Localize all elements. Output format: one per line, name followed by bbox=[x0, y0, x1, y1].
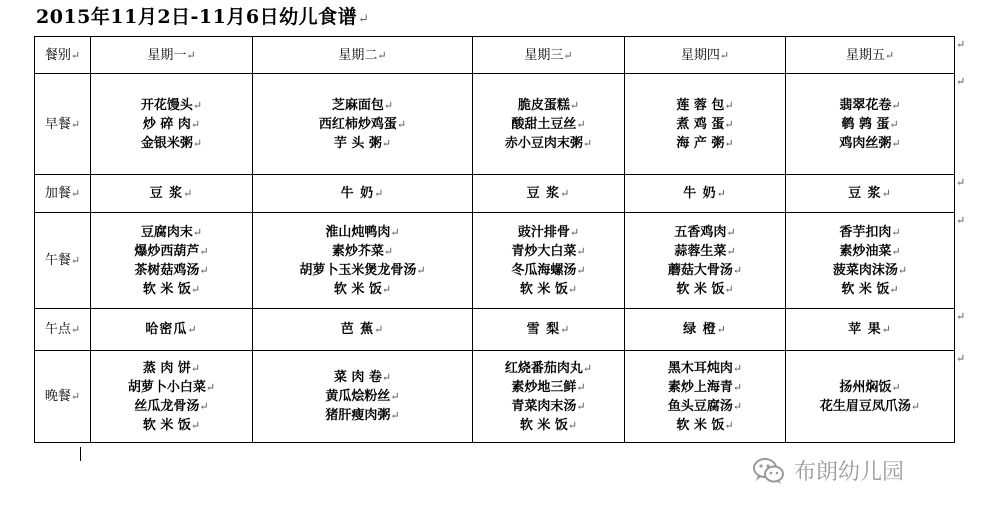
dish-line bbox=[253, 134, 472, 153]
wechat-icon bbox=[752, 456, 786, 486]
dish-name: 开花馒头 bbox=[140, 97, 193, 113]
day-label: 星期一 bbox=[147, 47, 187, 63]
paragraph-mark: ↵ bbox=[560, 187, 571, 200]
paragraph-mark: ↵ bbox=[383, 98, 394, 112]
paragraph-mark: ↵ bbox=[716, 323, 727, 336]
dish-name: 豆 浆 bbox=[149, 186, 184, 201]
dish-name: 扬州焖饭 bbox=[839, 379, 892, 395]
row-end-mark: ↵ bbox=[956, 38, 966, 51]
dish-line bbox=[625, 378, 785, 397]
menu-cell bbox=[473, 175, 625, 213]
menu-cell bbox=[91, 309, 253, 351]
menu-cell bbox=[625, 309, 786, 351]
menu-cell bbox=[253, 213, 473, 309]
paragraph-mark: ↵ bbox=[724, 98, 734, 112]
dish-name: 炒 碎 肉 bbox=[142, 116, 191, 132]
paragraph-mark: ↵ bbox=[192, 225, 203, 239]
dish-name: 丝瓜龙骨汤 bbox=[134, 398, 200, 414]
text-cursor bbox=[80, 447, 81, 461]
paragraph-mark: ↵ bbox=[569, 98, 580, 112]
day-label: 星期三 bbox=[524, 47, 564, 63]
dish-name: 茶树菇鸡汤 bbox=[134, 262, 200, 278]
dish-name: 花生眉豆凤爪汤 bbox=[819, 398, 911, 414]
paragraph-mark: ↵ bbox=[719, 48, 730, 62]
dish-line bbox=[625, 242, 785, 261]
dish-line bbox=[473, 359, 624, 378]
dish-line bbox=[253, 115, 472, 134]
meal-row bbox=[35, 351, 955, 443]
paragraph-mark: ↵ bbox=[891, 380, 901, 394]
dish-name: 鱼头豆腐汤 bbox=[667, 398, 733, 414]
dish-name: 软 米 饭 bbox=[676, 281, 725, 297]
watermark-text: 布朗幼儿园 bbox=[794, 460, 905, 485]
dish-line bbox=[253, 261, 472, 280]
paragraph-mark: ↵ bbox=[576, 380, 586, 394]
paragraph-mark: ↵ bbox=[192, 98, 203, 112]
row-end-mark: ↵ bbox=[956, 176, 966, 189]
dish-name: 豆腐肉末 bbox=[140, 224, 193, 240]
menu-cell bbox=[91, 351, 253, 443]
dish-line bbox=[786, 320, 954, 339]
menu-cell bbox=[625, 213, 786, 309]
dish-name: 翡翠花卷 bbox=[839, 97, 892, 113]
dish-line bbox=[91, 416, 252, 435]
paragraph-mark: ↵ bbox=[199, 399, 209, 413]
meal-row bbox=[35, 213, 955, 309]
day-header-cell bbox=[786, 37, 955, 74]
dish-line bbox=[786, 184, 954, 203]
paragraph-mark: ↵ bbox=[358, 12, 370, 27]
menu-cell bbox=[91, 175, 253, 213]
paragraph-mark: ↵ bbox=[199, 244, 209, 258]
paragraph-mark: ↵ bbox=[190, 282, 201, 296]
menu-cell bbox=[625, 74, 786, 175]
dish-name: 软 米 饭 bbox=[142, 281, 191, 297]
dish-line bbox=[473, 280, 624, 299]
meal-name-cell bbox=[35, 213, 91, 309]
paragraph-mark: ↵ bbox=[381, 371, 392, 384]
dish-line bbox=[786, 378, 954, 397]
dish-name: 脆皮蛋糕 bbox=[517, 97, 570, 113]
meal-name-cell bbox=[35, 309, 91, 351]
corner-header-label: 餐别 bbox=[44, 47, 71, 63]
dish-name: 芭 蕉 bbox=[340, 322, 375, 337]
menu-cell bbox=[253, 74, 473, 175]
dish-line bbox=[473, 184, 624, 203]
dish-name: 蒸 肉 饼 bbox=[142, 360, 191, 376]
paragraph-mark: ↵ bbox=[187, 323, 198, 336]
dish-line bbox=[91, 397, 252, 416]
paragraph-mark: ↵ bbox=[889, 282, 899, 296]
dish-line bbox=[473, 261, 624, 280]
dish-line bbox=[625, 261, 785, 280]
paragraph-mark: ↵ bbox=[716, 187, 727, 200]
meal-name-cell bbox=[35, 74, 91, 175]
dish-name: 软 米 饭 bbox=[519, 281, 568, 297]
dish-name: 蘑菇大骨汤 bbox=[667, 262, 733, 278]
menu-cell bbox=[91, 213, 253, 309]
dish-line bbox=[786, 115, 954, 134]
dish-name: 西红柿炒鸡蛋 bbox=[318, 116, 397, 132]
paragraph-mark: ↵ bbox=[70, 117, 81, 131]
dish-line bbox=[625, 223, 785, 242]
paragraph-mark: ↵ bbox=[891, 136, 901, 150]
row-end-mark: ↵ bbox=[956, 352, 966, 365]
dish-name: 软 米 饭 bbox=[676, 417, 725, 433]
row-end-mark: ↵ bbox=[956, 310, 966, 323]
paragraph-mark: ↵ bbox=[390, 409, 400, 422]
dish-name: 鸡肉丝粥 bbox=[839, 135, 892, 151]
meal-row bbox=[35, 175, 955, 213]
paragraph-mark: ↵ bbox=[199, 263, 209, 277]
paragraph-mark: ↵ bbox=[576, 117, 586, 131]
paragraph-mark: ↵ bbox=[724, 117, 734, 131]
watermark bbox=[752, 455, 904, 486]
meal-name: 早餐 bbox=[44, 116, 71, 132]
dish-line bbox=[91, 359, 252, 378]
day-header-cell bbox=[253, 37, 473, 74]
dish-name: 素炒地三鲜 bbox=[511, 379, 577, 395]
dish-line bbox=[91, 280, 252, 299]
menu-cell bbox=[786, 175, 955, 213]
menu-table bbox=[34, 36, 955, 443]
paragraph-mark: ↵ bbox=[186, 48, 196, 62]
dish-name: 猪肝瘦肉粥 bbox=[325, 408, 391, 423]
dish-line bbox=[625, 96, 785, 115]
dish-line bbox=[253, 184, 472, 203]
dish-line bbox=[786, 280, 954, 299]
menu-cell bbox=[786, 74, 955, 175]
dish-line bbox=[473, 134, 624, 153]
dish-line bbox=[253, 280, 472, 299]
dish-line bbox=[473, 96, 624, 115]
paragraph-mark: ↵ bbox=[891, 98, 901, 112]
paragraph-mark: ↵ bbox=[192, 136, 203, 150]
dish-line bbox=[91, 96, 252, 115]
paragraph-mark: ↵ bbox=[396, 117, 407, 131]
dish-name: 软 米 饭 bbox=[333, 281, 382, 297]
day-header-cell bbox=[625, 37, 786, 74]
dish-name: 素炒芥菜 bbox=[331, 243, 384, 259]
dish-line bbox=[91, 115, 252, 134]
paragraph-mark: ↵ bbox=[576, 263, 586, 277]
dish-line bbox=[253, 406, 472, 425]
paragraph-mark: ↵ bbox=[390, 390, 400, 403]
dish-line bbox=[473, 378, 624, 397]
dish-line bbox=[253, 387, 472, 406]
paragraph-mark: ↵ bbox=[567, 282, 578, 296]
menu-cell bbox=[91, 74, 253, 175]
paragraph-mark: ↵ bbox=[374, 323, 385, 336]
dish-name: 赤小豆肉末粥 bbox=[504, 135, 583, 151]
menu-cell bbox=[625, 175, 786, 213]
paragraph-mark: ↵ bbox=[724, 418, 734, 432]
paragraph-mark: ↵ bbox=[416, 263, 426, 277]
paragraph-mark: ↵ bbox=[183, 187, 194, 200]
meal-name: 午点 bbox=[44, 322, 71, 337]
dish-name: 爆炒西葫芦 bbox=[134, 243, 200, 259]
dish-line bbox=[253, 96, 472, 115]
dish-name: 菠菜肉沫汤 bbox=[832, 262, 898, 278]
dish-name: 素炒油菜 bbox=[839, 243, 892, 259]
paragraph-mark: ↵ bbox=[567, 418, 578, 432]
menu-cell bbox=[625, 351, 786, 443]
dish-line bbox=[786, 134, 954, 153]
day-label: 星期五 bbox=[845, 47, 885, 63]
dish-name: 煮 鸡 蛋 bbox=[676, 116, 725, 132]
dish-name: 青炒大白菜 bbox=[511, 243, 577, 259]
paragraph-mark: ↵ bbox=[582, 361, 593, 375]
dish-name: 蒜蓉生菜 bbox=[674, 243, 727, 259]
dish-name: 芝麻面包 bbox=[331, 97, 384, 113]
day-header-cell bbox=[473, 37, 625, 74]
dish-line bbox=[625, 397, 785, 416]
paragraph-mark: ↵ bbox=[897, 263, 908, 277]
dish-line bbox=[253, 368, 472, 387]
dish-name: 冬瓜海螺汤 bbox=[511, 262, 577, 278]
paragraph-mark: ↵ bbox=[70, 323, 81, 336]
paragraph-mark: ↵ bbox=[732, 399, 743, 413]
paragraph-mark: ↵ bbox=[881, 323, 892, 336]
dish-name: 软 米 饭 bbox=[519, 417, 568, 433]
dish-line bbox=[473, 397, 624, 416]
dish-name: 豆 浆 bbox=[526, 186, 561, 201]
dish-line bbox=[91, 378, 252, 397]
dish-name: 金银米粥 bbox=[140, 135, 193, 151]
dish-line bbox=[473, 416, 624, 435]
menu-cell bbox=[786, 351, 955, 443]
dish-line bbox=[253, 320, 472, 339]
paragraph-mark: ↵ bbox=[582, 136, 593, 150]
dish-name: 海 产 粥 bbox=[676, 135, 725, 151]
meal-name-cell bbox=[35, 351, 91, 443]
header-row bbox=[35, 37, 955, 74]
dish-name: 芋 头 粥 bbox=[333, 135, 382, 151]
dish-name: 酸甜土豆丝 bbox=[511, 116, 577, 132]
dish-line bbox=[473, 320, 624, 339]
menu-cell bbox=[473, 351, 625, 443]
paragraph-mark: ↵ bbox=[390, 225, 400, 239]
paragraph-mark: ↵ bbox=[569, 225, 580, 239]
corner-header-cell bbox=[35, 37, 91, 74]
dish-name: 莲 蓉 包 bbox=[676, 97, 725, 113]
dish-name: 胡萝卜小白菜 bbox=[127, 379, 206, 395]
row-end-mark: ↵ bbox=[956, 75, 966, 88]
day-label: 星期四 bbox=[680, 47, 720, 63]
menu-cell bbox=[786, 213, 955, 309]
paragraph-mark: ↵ bbox=[381, 136, 392, 150]
dish-name: 黑木耳炖肉 bbox=[667, 360, 733, 376]
paragraph-mark: ↵ bbox=[377, 48, 387, 62]
meal-name: 晚餐 bbox=[44, 389, 71, 404]
dish-line bbox=[786, 96, 954, 115]
dish-line bbox=[253, 242, 472, 261]
menu-cell bbox=[473, 213, 625, 309]
paragraph-mark: ↵ bbox=[205, 380, 216, 394]
dish-line bbox=[91, 223, 252, 242]
dish-name: 黄瓜烩粉丝 bbox=[325, 389, 391, 404]
dish-name: 淮山炖鸭肉 bbox=[325, 224, 391, 240]
dish-name: 牛 奶 bbox=[340, 186, 375, 201]
dish-line bbox=[786, 261, 954, 280]
paragraph-mark: ↵ bbox=[190, 361, 201, 375]
dish-line bbox=[625, 280, 785, 299]
paragraph-mark: ↵ bbox=[190, 418, 201, 432]
paragraph-mark: ↵ bbox=[732, 361, 743, 375]
dish-line bbox=[625, 184, 785, 203]
paragraph-mark: ↵ bbox=[891, 244, 901, 258]
paragraph-mark: ↵ bbox=[383, 244, 394, 258]
dish-name: 豉汁排骨 bbox=[517, 224, 570, 240]
dish-name: 香芋扣肉 bbox=[839, 224, 892, 240]
dish-name: 素炒上海青 bbox=[667, 379, 733, 395]
paragraph-mark: ↵ bbox=[881, 187, 892, 200]
dish-name: 牛 奶 bbox=[683, 186, 717, 201]
dish-line bbox=[91, 242, 252, 261]
paragraph-mark: ↵ bbox=[724, 282, 734, 296]
dish-line bbox=[786, 397, 954, 416]
paragraph-mark: ↵ bbox=[374, 187, 385, 200]
dish-line bbox=[473, 242, 624, 261]
meal-row bbox=[35, 74, 955, 175]
menu-cell bbox=[253, 309, 473, 351]
dish-name: 软 米 饭 bbox=[142, 417, 191, 433]
dish-name: 红烧番茄肉丸 bbox=[504, 360, 583, 376]
paragraph-mark: ↵ bbox=[381, 282, 392, 296]
menu-cell bbox=[253, 351, 473, 443]
paragraph-mark: ↵ bbox=[70, 390, 81, 403]
paragraph-mark: ↵ bbox=[726, 244, 736, 258]
menu-cell bbox=[473, 74, 625, 175]
paragraph-mark: ↵ bbox=[190, 117, 201, 131]
dish-line bbox=[625, 134, 785, 153]
dish-name: 胡萝卜玉米煲龙骨汤 bbox=[299, 262, 417, 278]
dish-line bbox=[625, 320, 785, 339]
day-label: 星期二 bbox=[338, 47, 378, 63]
dish-name: 青菜肉末汤 bbox=[511, 398, 577, 414]
dish-line bbox=[91, 320, 252, 339]
row-end-mark: ↵ bbox=[956, 214, 966, 227]
paragraph-mark: ↵ bbox=[70, 254, 81, 267]
dish-line bbox=[625, 416, 785, 435]
paragraph-mark: ↵ bbox=[70, 48, 81, 62]
dish-name: 哈密瓜 bbox=[145, 322, 188, 337]
paragraph-mark: ↵ bbox=[560, 323, 571, 336]
dish-line bbox=[625, 359, 785, 378]
menu-cell bbox=[253, 175, 473, 213]
paragraph-mark: ↵ bbox=[910, 399, 921, 413]
dish-line bbox=[473, 223, 624, 242]
menu-cell bbox=[786, 309, 955, 351]
dish-name: 鹌 鹑 蛋 bbox=[841, 116, 890, 132]
paragraph-mark: ↵ bbox=[889, 117, 899, 131]
dish-line bbox=[253, 223, 472, 242]
dish-name: 豆 浆 bbox=[848, 186, 882, 201]
page-title bbox=[36, 2, 370, 29]
dish-line bbox=[91, 184, 252, 203]
dish-name: 软 米 饭 bbox=[841, 281, 890, 297]
paragraph-mark: ↵ bbox=[576, 399, 586, 413]
paragraph-mark: ↵ bbox=[70, 187, 81, 200]
dish-line bbox=[91, 261, 252, 280]
dish-name: 苹 果 bbox=[848, 322, 882, 337]
paragraph-mark: ↵ bbox=[891, 225, 901, 239]
dish-line bbox=[786, 242, 954, 261]
dish-line bbox=[786, 223, 954, 242]
dish-line bbox=[91, 134, 252, 153]
paragraph-mark: ↵ bbox=[726, 225, 736, 239]
dish-name: 雪 梨 bbox=[526, 322, 561, 337]
paragraph-mark: ↵ bbox=[576, 244, 586, 258]
dish-line bbox=[625, 115, 785, 134]
meal-name: 加餐 bbox=[44, 186, 71, 201]
dish-name: 菜 肉 卷 bbox=[333, 370, 382, 385]
day-header-cell bbox=[91, 37, 253, 74]
dish-name: 绿 橙 bbox=[683, 322, 717, 337]
paragraph-mark: ↵ bbox=[563, 48, 573, 62]
meal-row bbox=[35, 309, 955, 351]
meal-name-cell bbox=[35, 175, 91, 213]
paragraph-mark: ↵ bbox=[724, 136, 734, 150]
paragraph-mark: ↵ bbox=[884, 48, 895, 62]
dish-line bbox=[473, 115, 624, 134]
dish-name: 五香鸡肉 bbox=[674, 224, 727, 240]
paragraph-mark: ↵ bbox=[732, 380, 743, 394]
menu-cell bbox=[473, 309, 625, 351]
paragraph-mark: ↵ bbox=[732, 263, 743, 277]
meal-name: 午餐 bbox=[44, 253, 71, 268]
title-text: 2015年11月2日-11月6日幼儿食谱 bbox=[36, 6, 358, 28]
